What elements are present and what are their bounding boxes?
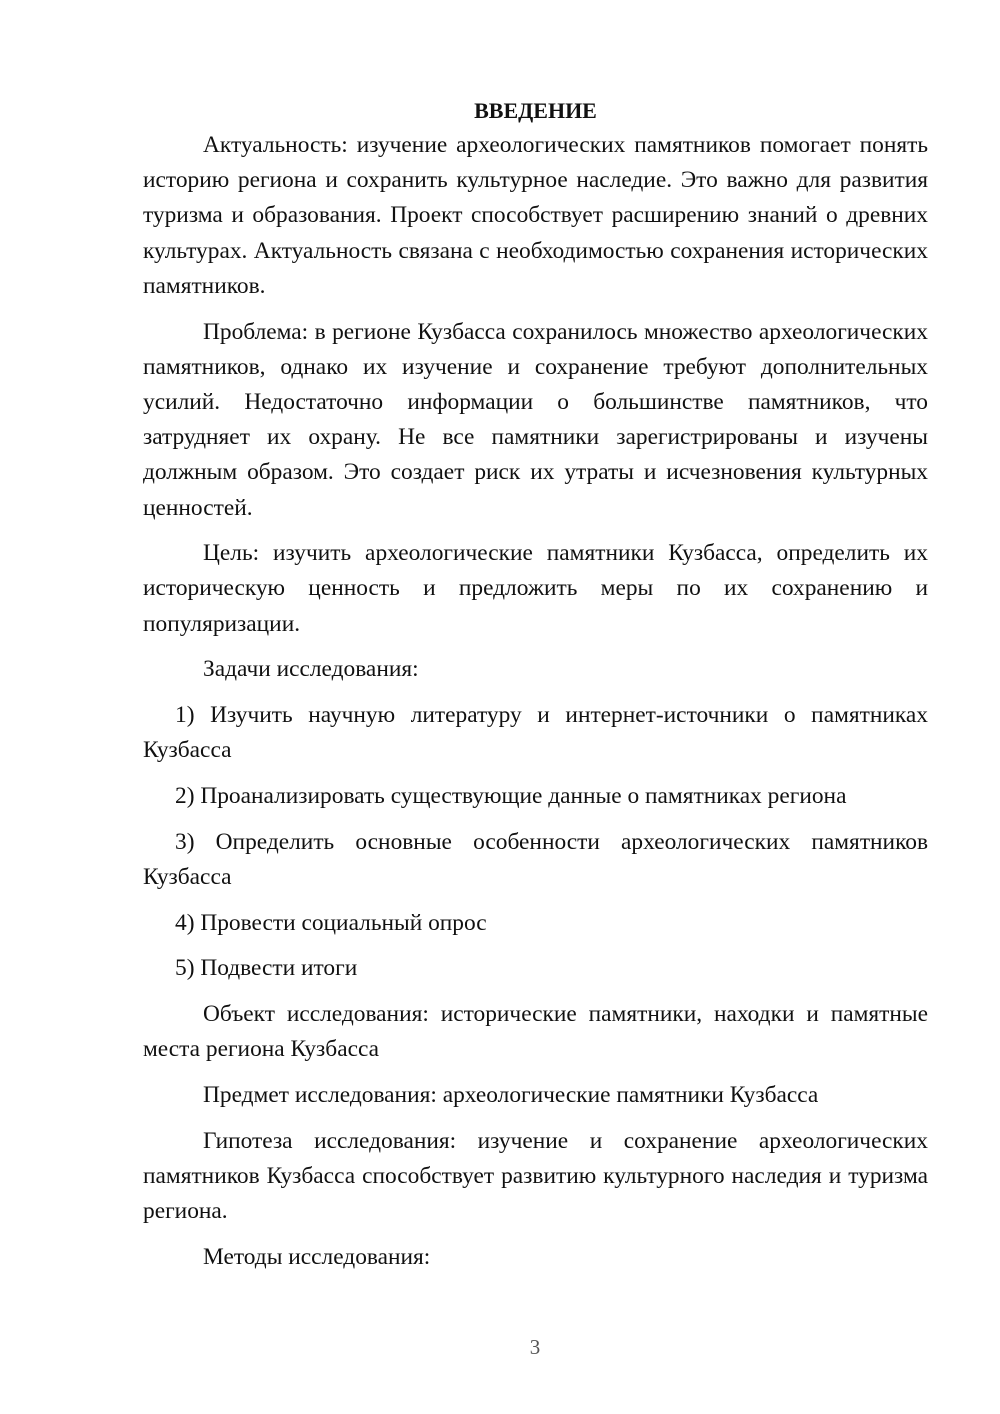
document-body — [143, 93, 928, 1285]
paragraph-object: Объект исследования: исторические памятники, находки и памятные места региона Кузбасса — [143, 1000, 928, 1063]
tasks-title: Задачи исследования: — [203, 656, 419, 683]
task-item-5: 5) Подвести итоги — [175, 955, 358, 982]
task-item-3: 3) Определить основные особенности археологических памятников Кузбасса — [143, 828, 928, 890]
paragraph-relevance: Актуальность: изучение археологических памятников помогает понять историю региона и сохранить культурное наследие. Это важно для развития туризма и образования. Проект способствует расширению знаний о древних культурах. Актуальность связана с необходимостью сохранения исторических памятников. — [143, 132, 928, 299]
task-item-1: 1) Изучить научную литературу и интернет-источники о памятниках Кузбасса — [143, 702, 928, 764]
methods-title: Методы исследования: — [203, 1243, 431, 1270]
section-heading: ВВЕДЕНИЕ — [474, 98, 597, 123]
paragraph-goal: Цель: изучить археологические памятники Кузбасса, определить их историческую ценность и предложить меры по их сохранению и популяризации. — [143, 540, 928, 637]
paragraph-subject: Предмет исследования: археологические памятники Кузбасса — [203, 1081, 819, 1108]
paragraph-problem: Проблема: в регионе Кузбасса сохранилось множество археологических памятников, однако их изучение и сохранение требуют дополнительных усилий. Недостаточно информации о большинстве памятников, что затрудняет их охрану. Не все памятники зарегистрированы и изучены должным образом. Это создает риск их утраты и исчезновения культурных ценностей. — [143, 318, 928, 521]
paragraph-hypothesis: Гипотеза исследования: изучение и сохранение археологических памятников Кузбасса способствует развитию культурного наследия и туризма региона. — [143, 1127, 928, 1224]
page-number: 3 — [529, 1335, 541, 1359]
task-item-2: 2) Проанализировать существующие данные о памятниках региона — [175, 782, 847, 809]
task-item-4: 4) Провести социальный опрос — [175, 909, 487, 936]
